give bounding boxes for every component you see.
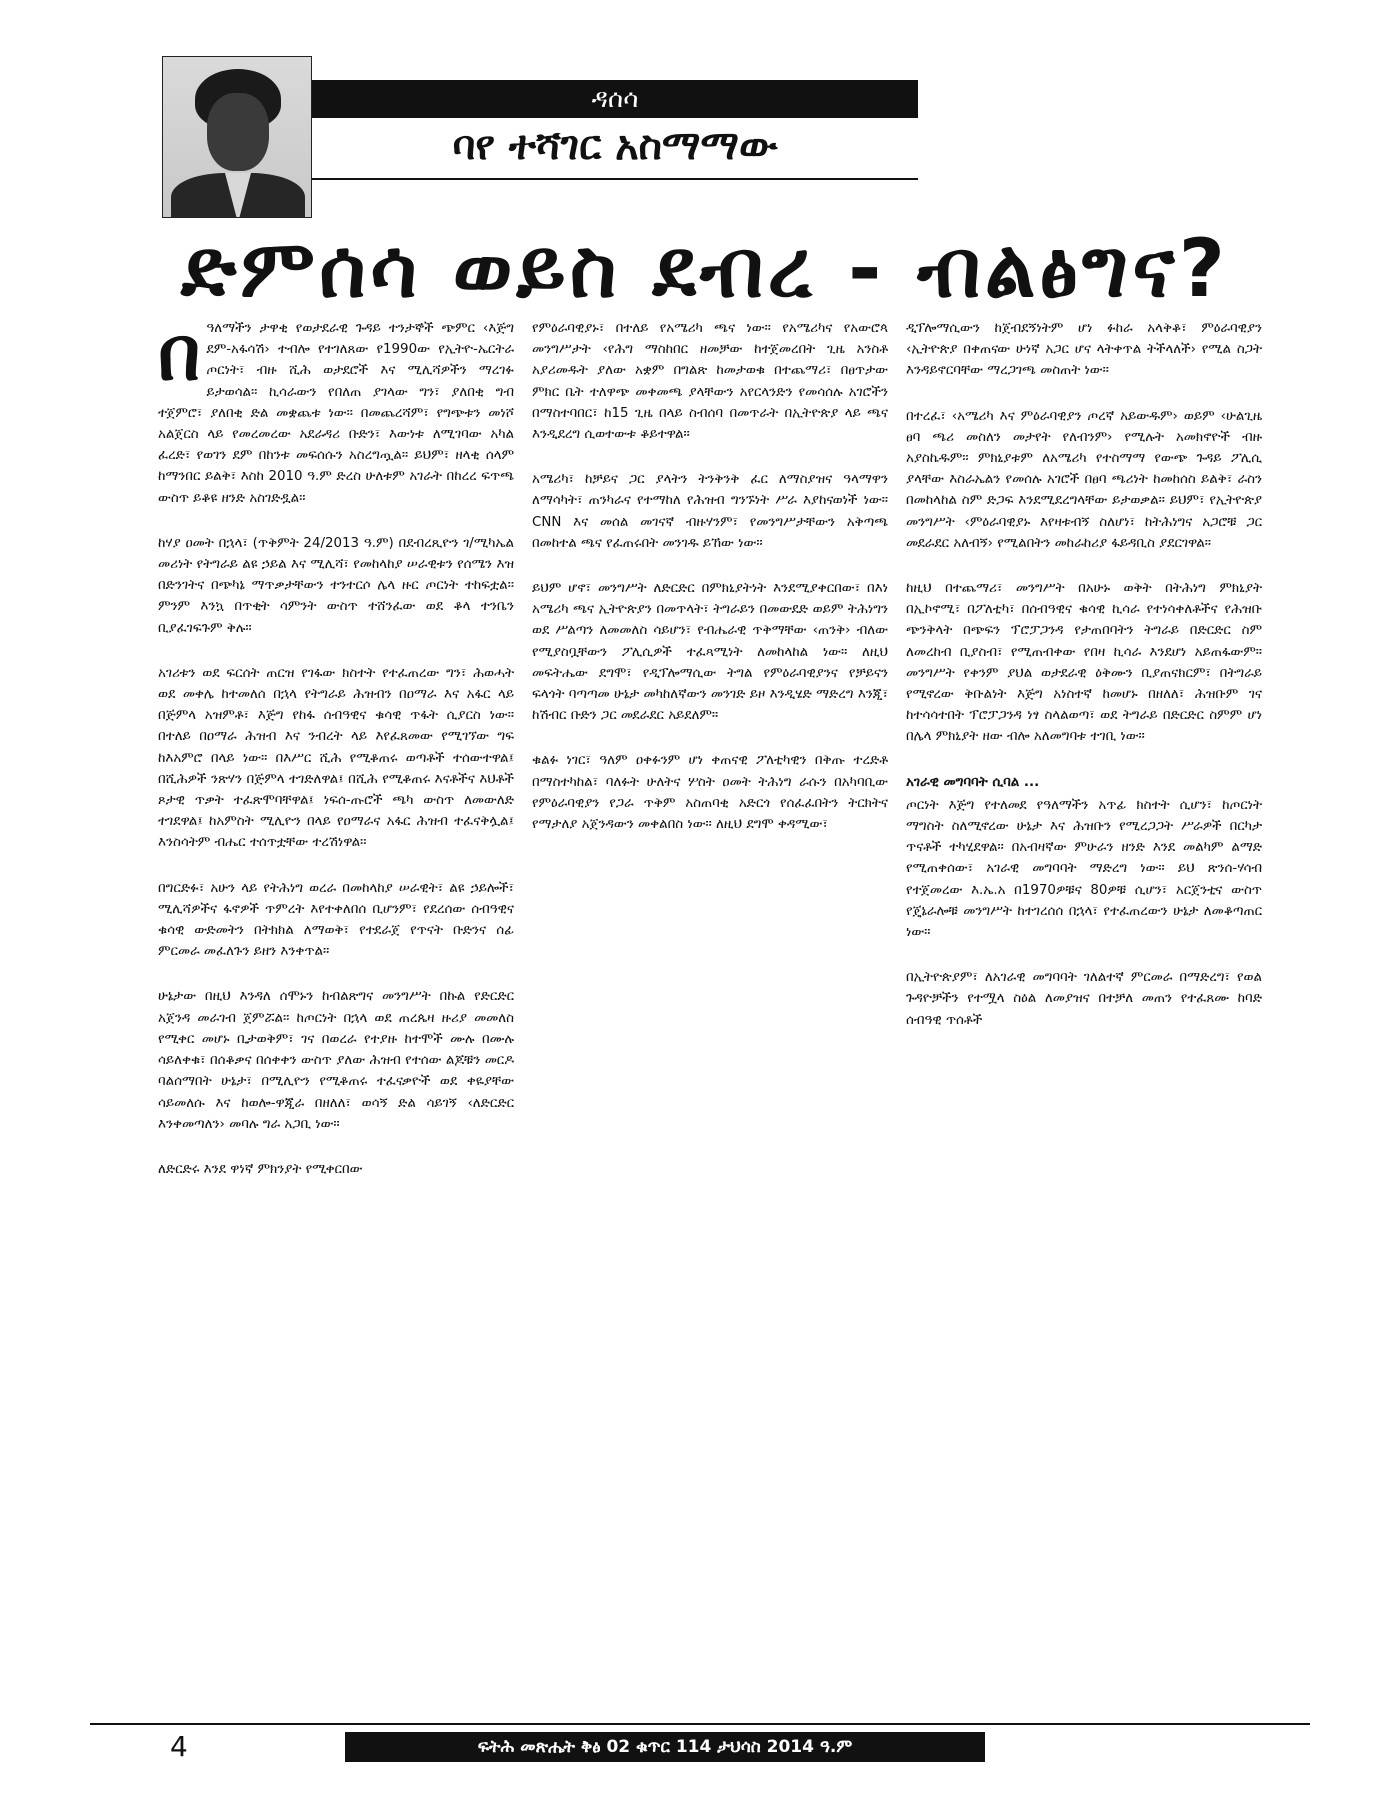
paragraph: በግርድፉ፣ አሁን ላይ የትሕነግ ወረራ በመከላከያ ሠራዊት፣ ልዩ ኃይሎች፣ ሚሊሻዎችና ፋኖዎች ጥምረት እየተቀለበሰ ቢሆንም፣ የደረሰው ሰብዓዊና ቁሳዊ ውድመትን በትክክል ለማወቅ፣ የተደራጀ የጥናት ቡድንና ሰፊ ምርመራ መፈለጉን ይዘን እንቀጥል። xyxy=(158,880,514,960)
paragraph: ይህም ሆኖ፣ መንግሥት ለድርድር በምክኒያትነት እንደሚያቀርበው፣ በእነ አሜሪካ ጫና ኢትዮጵያን በመጥላት፣ ትግራይን በመውደድ ወይም ትሕነግን ወደ ሥልጣን ለመመለስ ሳይሆን፣ የብሔራዊ ጥቅማቸው ‹ጠንቅ› ብለው የሚያስቧቸውን ፖሊሲዎች ተፈጻሚነት ለመከላከል ነው። ለዚህ መፍትሔው ደግሞ፣ የዲፕሎማሲው ትግል የምዕራባዊያንና የቻይናን ፍላጎት ባጣጣመ ሁኔታ መካከለኛውን መንገድ ይዞ እንዲሄድ ማድረግ እንጂ፣ ከሽብር ቡድን ጋር መደራደር አይደለም። xyxy=(532,581,888,724)
article-column-2 xyxy=(532,318,888,859)
article-column-1 xyxy=(158,311,514,1204)
publication-info: ፍትሕ መጽሔት ቅፅ 02 ቁጥር 114 ታህሳስ 2014 ዓ.ም xyxy=(345,1732,985,1762)
paragraph: ቁልፉ ነገር፣ ዓለም ዐቀፉንም ሆነ ቀጠናዊ ፖለቲካዊን በቅጡ ተረድቶ በማስተካከል፣ ባለፉት ሁለትና ሦስት ዐመት ትሕነግ ራሱን በአካባቢው የምዕራባዊያን የጋራ ጥቅም አስጠባቂ አድርጎ የሰፈፈበትን ትርክትና የማታለያ አጀንዳውን መቀልበስ ነው። ለዚህ ደግሞ ቀዳሚው፣ xyxy=(532,753,888,833)
paragraph: አሜሪካ፣ ከቻይና ጋር ያላትን ትንቅንቅ ፈር ለማስያዝና ዓላማዋን ለማሳካት፣ ጠንካራና የተማከለ የሕዝብ ግንኙነት ሥራ እያከናወነች ነው። CNN እና መሰል መገናኛ ብዙሃንም፣ የመንግሥታቸውን አቅጣጫ በመከተል ጫና የፈጠሩበት መንገዱ ይኸው ነው። xyxy=(532,472,888,551)
article-column-3 xyxy=(906,318,1262,1055)
author-name: ባየ ተሻገር አስማማው xyxy=(452,122,778,169)
paragraph: ከሃያ ዐመት በኋላ፣ (ጥቅምት 24/2013 ዓ.ም) በደብረጺዮን ገ/ሚካኤል መሪነት የትግራይ ልዩ ኃይል እና ሚሊሻ፣ የመከላከያ ሠራዊቱን የሰሜን እዝ በድንገትና በጭካኔ ማጥቃታቸውን ተንተርሶ ሌላ ዙር ጦርነት ተከፍቷል፡፡ ምንም እንኳ በጥቂት ሳምንት ውስጥ ተሸንፈው ወደ ቆላ ተንቤን ቢያፈገፍጉም ቅሉ፡፡ xyxy=(158,535,514,636)
paragraph: በኢትዮጵያም፣ ለአገራዊ መግባባት ገለልተኛ ምርመራ በማድረግ፣ የወል ጉዳዮቻችን የተሟላ ስዕል ለመያዝና በተቻለ መጠን የተፈጸሙ ከባድ ሰብዓዊ ጥሰቶች xyxy=(906,970,1262,1028)
paragraph: ከዚህ በተጨማሪ፣ መንግሥት በአሁኑ ወቅት በትሕነግ ምክኒያት በኢኮኖሚ፣ በፖለቲካ፣ በሰብዓዊና ቁሳዊ ኪሳራ የተነሳቀለቶችና የሕዝቡ ጭንቅላት በጭፍን ፕሮፓጋንዳ የታጠበባትን ትግራይ በድርድር ስም ለመረከብ ቢያስብ፣ የሚጠብቀው የበዛ ኪሳራ እንደሆነ አይጠፋውም። መንግሥት የቀንም ያህል ወታደራዊ ዕቅሙን ቢያጠናክርም፣ በትግራይ የሚኖረው ቅቡልነት እጅግ አነስተኛ ከመሆኑ በዘለለ፣ ሕዝቡም ገና ከተሳሳተበት ፕሮፓጋንዳ ነፃ ስላልወጣ፣ ወደ ትግራይ በድርድር ስምም ሆነ በሌላ ምክኒያት ዘው ብሎ አለመግባቱ ተገቢ ነው። xyxy=(906,581,1262,745)
author-photo-face xyxy=(207,93,269,171)
author-divider xyxy=(312,178,918,180)
paragraph: በተረፈ፣ ‹አሜሪካ እና ምዕራባዊያን ጦረኛ አይውዱም› ወይም ‹ሁልጊዜ ፀባ ጫሪ መስለን መታየት የለብንም› የሚሉት አመክኖዮች ብዙ አያስኬዱም፡፡ ምክኒያቱም ለአሜሪካ የተስማማ የውጭ ጉዳይ ፖሊሲ ያላቸው እስራኤልን የመሰሉ አገሮች በፀባ ጫሪነት ከመከሰስ ይልቅ፣ ራስን በመከላከል ስም ድጋፍ እንደሚደረግላቸው ይታወቃል። ይህም፣ የኢትዮጵያ መንግሥት ‹ምዕራባዊያኑ እየዛቱብኝ ስለሆነ፣ ከትሕነግና አጋሮቹ ጋር መደራደር አለብኝ› የሚልበትን መከራከሪያ ፋይዳቢስ ያደርገዋል። xyxy=(906,408,1262,551)
author-photo xyxy=(162,56,312,218)
subheading: አገራዊ መግባባት ሲባል ... xyxy=(906,774,1040,790)
page-number: 4 xyxy=(170,1730,188,1763)
paragraph: በዓለማችን ታዋቂ የወታደራዊ ጉዳይ ተንታኞች ጭምር ‹እጅግ ደም-አፋሳሽ› ተብሎ የተገለጸው የ1990ው የኢትዮ-ኤርትራ ጦርነት፣ ብዙ ሺሕ ወታደሮች እና ሚሊሻዎችን ማረገፉ ይታወሳል፡፡ ኪሳራውን የበለጠ ያገላው ግን፣ ያለበቂ ግብ ተጀምሮ፣ ያለበቂ ድል መቋጨቱ ነው፡፡ በመጨረሻም፣ የግጭቱን መነሾ አልጀርስ ላይ የመረመረው አደራዳሪ ቡድን፣ እውነቱ ለሚገባው አካል ፈረድ፣ የወገን ደም በከንቱ መፍሰሱን አስረግጧል። ይህም፣ ዘላቂ ሰላም ከማንበር ይልቅ፣ እስከ 2010 ዓ.ም ድረስ ሁለቱም አገራት በከረረ ፍጥጫ ውስጥ ይቆዩ ዘንድ አስገድዷል፡፡ xyxy=(158,311,514,506)
paragraph: ጦርነት እጅግ የተለመደ የዓለማችን አጥፊ ክስተት ሲሆን፣ ከጦርነት ማግስት ስለሚኖረው ሁኔታ እና ሕዝቡን የሚረጋጋት ሥራዎች በርካታ ጥናቶች ተካሂደዋል። በአብዛኛው ምሁራን ዘንድ እንደ መልካም ልማድ የሚጠቀሰው፣ አገራዊ መግባባት ማድረግ ነው። ይህ ጽንሰ-ሃሳብ የተጀመረው እ.ኤ.አ በ1970ዎቹና 80ዎቹ ሲሆን፣ አርጀንቲና ውስጥ የጄኔራሎቹ መንግሥት ከተገረሰሰ በኋላ፣ የተፈጠረውን ሁኔታ ለመቆጣጠር ነው። xyxy=(906,797,1262,941)
section-label: ዳሰሳ xyxy=(312,80,918,118)
footer-divider xyxy=(90,1723,1310,1725)
paragraph: አገሪቱን ወደ ፍርሰት ጠርዝ የገፋው ክስተት የተፈጠረው ግን፣ ሕወሓት ወደ መቀሌ ከተመለሰ በኋላ የትግራይ ሕዝብን በዐማራ እና አፋር ላይ በጅምላ አዝምቶ፣ እጅግ የከፋ ሰብዓዊና ቁሳዊ ጥፋት ሲያርስ ነው። በተለይ በዐማራ ሕዝብ እና ንብረት ላይ እየፈጸመው የሚገኘው ግፍ ከእአምሮ በላይ ነው። በእሥር ሺሕ የሚቆጠሩ ወጣቶች ተሰውተዋል፤ በሺሕዎች ንጽሃን በጅምላ ተገድለዋል፤ በሺሕ የሚቆጠሩ እናቶችና እህቶች ጾታዊ ጥቃት ተፈጽሞባቸዋል፤ ነፍሰ-ጡሮች ጫካ ውስጥ ለመውለድ ተገደዋል፤ ከአምስት ሚሊዮን በላይ የዐማራና አፋር ሕዝብ ተፈናቅሏል፤ እንስሳትም ብሔር ተሰጥቷቸው ተረሽነዋል፡፡ xyxy=(158,665,514,851)
paragraph: የምዕራባዊያኑ፣ በተለይ የአሜሪካ ጫና ነው። የአሜሪካና የአውሮጳ መንግሥታት ‹የሕግ ማስከበር ዘመቻው ከተጀመረበት ጊዜ አንስቶ አያሪመዱት ያለው አቋም በግልጽ ከመታወቁ በተጨማሪ፣ በፀጥታው ምክር ቤት ተለዋጭ መቀመጫ ያላቸውን አየርላንድን የመሳሰሉ አገሮችን በማስተባበር፣ ከ15 ጊዜ በላይ ስብሰባ በመጥራት በኢትዮጵያ ላይ ጫና እንዲደረግ ሲወተውቱ ቆይተዋል። xyxy=(532,321,888,443)
paragraph: ዲፕሎማሲውን ከጀብደኝነትም ሆነ ፉከራ አላቅቆ፣ ምዕራባዊያን ‹ኢትዮጵያ በቀጠናው ሁነኛ አጋር ሆና ላትቀጥል ትችላለች› የሚል ስጋት እንዳይኖርባቸው ማረጋገጫ መስጠት ነው። xyxy=(906,321,1262,379)
drop-cap: በ xyxy=(158,311,201,397)
paragraph: ሁኔታው በዚህ እንዳለ ሰሞኑን ከብልጽግና መንግሥት በኩል የድርድር አጀንዳ መራገብ ጀምሯል፡፡ ከጦርነት በኋላ ወደ ጠረጴዛ ዙሪያ መመለስ የሚቀር መሆኑ ቢታወቅም፣ ገና በወረራ የተያዙ ከተሞች ሙሉ በሙሉ ሳይለቀቁ፣ በሰቆቃና በሰቀቀን ውስጥ ያለው ሕዝብ የተሰው ልጆቹን መርዶ ባልሰማበት ሁኔታ፣ በሚሊዮን የሚቆጠሩ ተፈናቃዮች ወደ ቀዬያቸው ሳይመለሱ እና ከወሎ-ዋጂራ በዘለለ፣ ወሳኝ ድል ሳይገኝ ‹ለድርድር እንቀመጣለን› መባሉ ግራ አጋቢ ነው። xyxy=(158,989,514,1132)
article-headline: ድምሰሳ ወይስ ደብረ - ብልፅግና? xyxy=(180,222,1230,315)
paragraph: ለድርድሩ እንደ ዋነኛ ምክንያት የሚቀርበው xyxy=(158,1161,363,1177)
